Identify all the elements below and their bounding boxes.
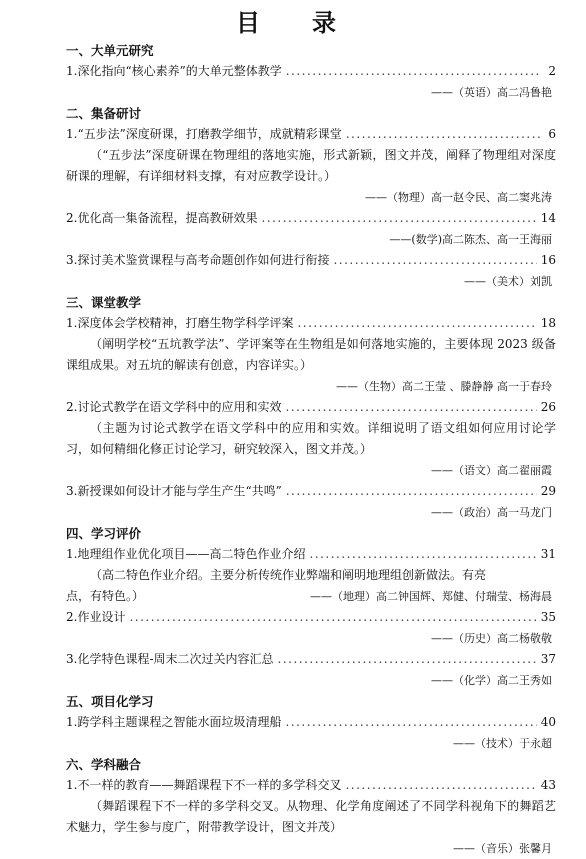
page-number: 29 bbox=[540, 484, 556, 498]
toc-entry[interactable] bbox=[66, 250, 556, 271]
entry-title: 2.优化高一集备流程，提高教研效果 bbox=[66, 211, 258, 225]
leader-dots bbox=[297, 313, 536, 334]
entry-note: （阐明学校“五坑教学法”、学评案等在生物组是如何落地实施的，主要体现 2023 级备课组成果。对五坑的解读有创意，内容详实。） bbox=[66, 337, 556, 372]
toc-entry[interactable] bbox=[66, 712, 556, 733]
leader-dots bbox=[346, 124, 540, 145]
toc-entry[interactable] bbox=[66, 61, 556, 82]
page-number: 40 bbox=[540, 715, 556, 729]
entry-note-tail: 点，有特色。） bbox=[66, 589, 145, 603]
entry-author: ——(数学)高二陈杰、高一王海丽 bbox=[389, 233, 552, 246]
entry-note-with-author bbox=[66, 586, 556, 607]
toc-entry[interactable] bbox=[66, 775, 556, 796]
leader-dots bbox=[309, 544, 536, 565]
section-heading: 五、项目化学习 bbox=[66, 694, 154, 709]
entry-author: ——（物理）高一赵令民、高二窦兆涛 bbox=[365, 191, 552, 204]
leader-dots bbox=[286, 61, 540, 82]
page-number: 35 bbox=[540, 610, 556, 624]
page-number: 31 bbox=[540, 547, 556, 561]
leader-dots bbox=[129, 607, 536, 628]
page-number: 2 bbox=[548, 64, 556, 78]
toc-entry[interactable] bbox=[66, 481, 556, 502]
entry-title: 1.不一样的教育——舞蹈课程下不一样的多学科交叉 bbox=[66, 778, 342, 792]
entry-author: ——（历史）高二杨敬敬 bbox=[431, 632, 552, 645]
page-number: 18 bbox=[540, 316, 556, 330]
section-heading: 三、课堂教学 bbox=[66, 295, 142, 310]
entry-note: （高二特色作业介绍。主要分析传统作业弊端和阐明地理组创新做法。有亮 bbox=[90, 568, 487, 582]
entry-title: 1.“五步法”深度研课，打磨教学细节，成就精彩课堂 bbox=[66, 127, 342, 141]
entry-author: ——（语文）高二翟丽霞 bbox=[431, 464, 552, 477]
section-heading: 六、学科融合 bbox=[66, 757, 142, 772]
page-number: 37 bbox=[540, 652, 556, 666]
entry-author: ——（英语）高二冯鲁艳 bbox=[431, 86, 552, 99]
entry-author: ——（音乐）张馨月 bbox=[453, 842, 552, 855]
entry-title: 3.新授课如何设计才能与学生产生“共鸣” bbox=[66, 484, 282, 498]
leader-dots bbox=[278, 649, 537, 670]
toc-entry[interactable] bbox=[66, 607, 556, 628]
entry-title: 1.跨学科主题课程之智能水面垃圾清理船 bbox=[66, 715, 282, 729]
entry-author: ——（技术）于永超 bbox=[453, 737, 552, 750]
section-heading: 一、大单元研究 bbox=[66, 43, 154, 58]
entry-title: 1.深度体会学校精神，打磨生物学科学评案 bbox=[66, 316, 294, 330]
page-title: 目 录 bbox=[236, 8, 350, 37]
entry-note: （主题为讨论式教学在语文学科中的应用和实效。详细说明了语文组如何应用讨论学习，如何精细化修正讨论学习，研究较深入，图文并茂。） bbox=[66, 421, 556, 456]
leader-dots bbox=[286, 481, 537, 502]
page-number: 26 bbox=[540, 400, 556, 414]
entry-note: （舞蹈课程下不一样的多学科交叉。从物理、化学角度阐述了不同学科视角下的舞蹈艺术魅力，学生参与度广，附带教学设计，图文并茂） bbox=[66, 799, 556, 834]
entry-author: ——（生物）高二王莹 、滕静静 高一于春玲 bbox=[336, 380, 552, 393]
entry-note: （“五步法”深度研课在物理组的落地实施，形式新颖，图文并茂，阐释了物理组对深度研课的理解，有详细材料支撑，有对应教学设计。） bbox=[66, 148, 556, 183]
entry-author: ——（化学）高二王秀如 bbox=[431, 674, 552, 687]
section-heading: 二、集备研讨 bbox=[66, 106, 142, 121]
page-number: 6 bbox=[548, 127, 556, 141]
entry-title: 2.作业设计 bbox=[66, 610, 126, 624]
entry-title: 1.深化指向“核心素养”的大单元整体教学 bbox=[66, 64, 282, 78]
leader-dots bbox=[285, 397, 536, 418]
leader-dots bbox=[333, 250, 536, 271]
toc-entry[interactable] bbox=[66, 313, 556, 334]
page-number: 16 bbox=[540, 253, 556, 267]
entry-title: 1.地理组作业优化项目——高二特色作业介绍 bbox=[66, 547, 306, 561]
leader-dots bbox=[345, 775, 536, 796]
toc-entry[interactable] bbox=[66, 124, 556, 145]
toc-entry[interactable] bbox=[66, 397, 556, 418]
page-number: 43 bbox=[540, 778, 556, 792]
section-heading: 四、学习评价 bbox=[66, 526, 142, 541]
leader-dots bbox=[285, 712, 536, 733]
page-number: 14 bbox=[540, 211, 556, 225]
toc-entry[interactable] bbox=[66, 208, 556, 229]
leader-dots bbox=[261, 208, 536, 229]
toc-entry[interactable] bbox=[66, 649, 556, 670]
toc-entry[interactable] bbox=[66, 544, 556, 565]
entry-title: 3.探讨美术鉴赏课程与高考命题创作如何进行衔接 bbox=[66, 253, 330, 267]
entry-title: 3.化学特色课程-周末二次过关内容汇总 bbox=[66, 652, 274, 666]
entry-title: 2.讨论式教学在语文学科中的应用和实效 bbox=[66, 400, 282, 414]
entry-author: ——（地理）高二钟国辉、郑健、付瑞莹、杨海晨 bbox=[310, 590, 552, 603]
entry-author: ——（政治）高一马龙门 bbox=[431, 506, 552, 519]
entry-author: ——（美术）刘凯 bbox=[464, 275, 552, 288]
